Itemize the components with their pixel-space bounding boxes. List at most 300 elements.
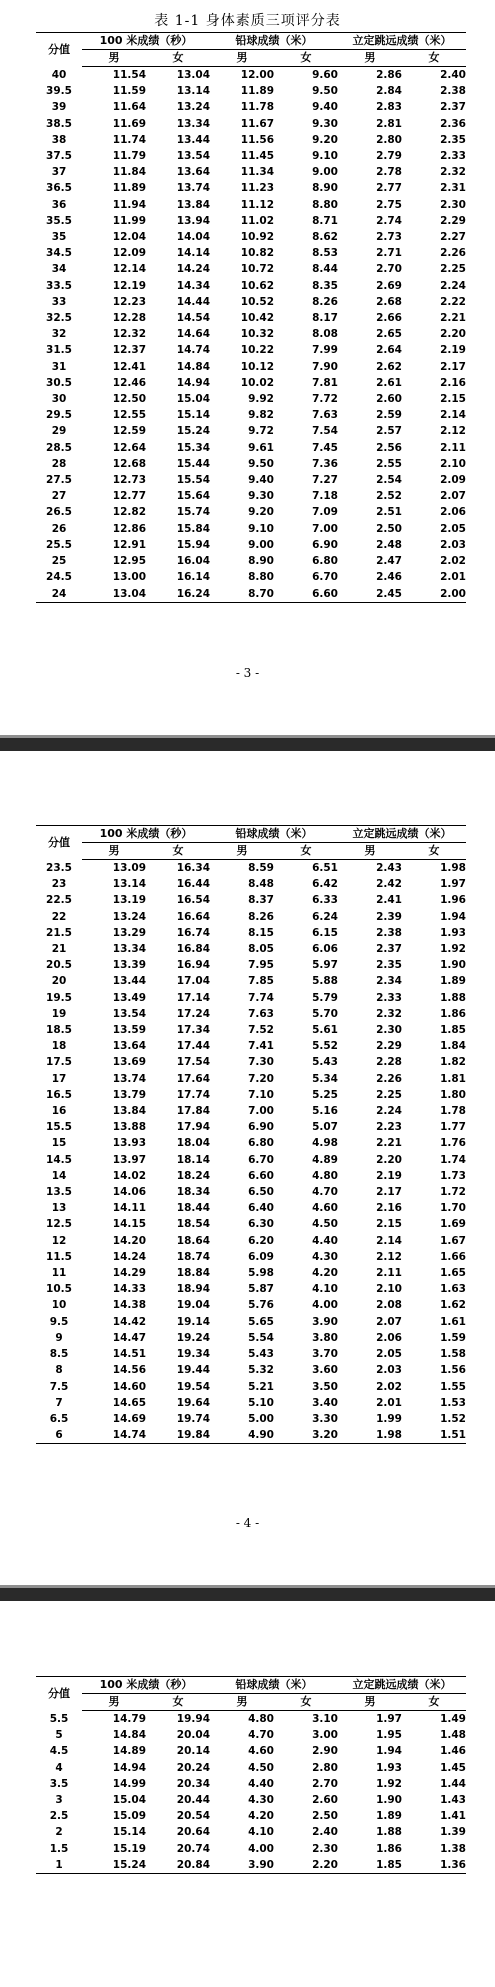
value-cell: 11.02 [240,214,274,227]
value-cell: 5.00 [248,1412,274,1425]
value-cell: 3.90 [210,1857,274,1874]
score-cell: 7 [55,1396,63,1409]
value-cell: 2.73 [376,231,402,244]
score-cell: 5 [55,1729,63,1742]
header-male: 男 [82,843,146,860]
value-cell: 2.60 [376,393,402,406]
value-cell: 8.44 [312,263,338,276]
header-standing-long-jump: 立定跳远成绩（米） [338,33,466,50]
score-cell: 10.5 [46,1283,72,1296]
value-cell: 2.39 [376,910,402,923]
value-cell: 2.12 [376,1250,402,1263]
score-cell: 3 [55,1794,63,1807]
header-100m: 100 米成绩（秒） [82,1677,210,1694]
value-cell: 1.39 [440,1826,466,1839]
value-cell: 10.42 [240,312,274,325]
value-cell: 8.17 [312,312,338,325]
value-cell: 1.94 [376,1745,402,1758]
score-cell: 18 [51,1040,67,1053]
header-female: 女 [146,1694,210,1711]
table-row [36,83,466,99]
document-page-5 [0,1601,495,1987]
table-row [36,1071,466,1087]
value-cell: 14.42 [112,1315,146,1328]
value-cell: 2.52 [376,490,402,503]
header-male: 男 [82,50,146,67]
value-cell: 13.00 [112,571,146,584]
value-cell: 14.94 [112,1761,146,1774]
value-cell: 5.43 [312,1056,338,1069]
value-cell: 15.04 [112,1794,146,1807]
score-cell: 15 [51,1137,67,1150]
value-cell: 2.31 [440,182,466,195]
value-cell: 4.20 [248,1810,274,1823]
value-cell: 11.84 [112,166,146,179]
value-cell: 7.81 [312,376,338,389]
value-cell: 8.59 [248,862,274,874]
value-cell: 4.70 [312,1186,338,1199]
value-cell: 5.87 [248,1283,274,1296]
table-row [36,1087,466,1103]
value-cell: 5.21 [248,1380,274,1393]
value-cell: 2.23 [376,1121,402,1134]
score-cell: 40 [51,68,67,81]
value-cell: 20.84 [146,1857,210,1874]
score-cell: 2.5 [49,1810,69,1823]
value-cell: 11.34 [240,166,274,179]
value-cell: 5.54 [248,1331,274,1344]
score-cell: 36 [51,198,67,211]
value-cell: 6.70 [248,1153,274,1166]
value-cell: 2.29 [440,214,466,227]
value-cell: 1.62 [440,1299,466,1312]
score-cell: 26 [51,522,67,535]
value-cell: 13.59 [112,1024,146,1037]
value-cell: 11.89 [240,85,274,98]
value-cell: 20.74 [176,1842,210,1855]
value-cell: 1.73 [440,1169,466,1182]
value-cell: 14.74 [176,344,210,357]
value-cell: 2.56 [376,441,402,454]
value-cell: 4.10 [312,1283,338,1296]
value-cell: 1.72 [440,1186,466,1199]
value-cell: 2.37 [376,943,402,956]
header-male: 男 [210,50,274,67]
value-cell: 15.54 [176,474,210,487]
value-cell: 13.93 [112,1137,146,1150]
value-cell: 8.08 [312,328,338,341]
header-score: 分值 [36,33,82,67]
value-cell: 12.95 [112,555,146,568]
value-cell: 14.24 [176,263,210,276]
value-cell: 5.43 [248,1348,274,1361]
value-cell: 13.44 [112,975,146,988]
value-cell: 13.34 [112,943,146,956]
value-cell: 14.04 [176,231,210,244]
header-female: 女 [146,843,210,860]
value-cell: 8.37 [248,894,274,907]
value-cell: 2.65 [376,328,402,341]
value-cell: 10.62 [240,279,274,292]
value-cell: 2.43 [376,862,402,874]
table-row [36,1808,466,1824]
table-row [36,1857,466,1874]
value-cell: 2.40 [312,1826,338,1839]
header-male: 男 [210,843,274,860]
value-cell: 16.24 [146,586,210,603]
value-cell: 2.55 [376,457,402,470]
value-cell: 14.29 [112,1267,146,1280]
value-cell: 12.04 [112,231,146,244]
score-cell: 14.5 [46,1153,72,1166]
value-cell: 2.11 [376,1267,402,1280]
value-cell: 2.24 [376,1105,402,1118]
table-row [36,1054,466,1070]
value-cell: 13.19 [112,894,146,907]
document-page-4 [0,751,495,1585]
table-row [36,1152,466,1168]
score-table [36,825,466,1444]
table-row [36,472,466,488]
value-cell: 14.34 [176,279,210,292]
score-cell: 10 [51,1299,67,1312]
value-cell: 5.52 [312,1040,338,1053]
value-cell: 14.02 [112,1169,146,1182]
value-cell: 2.15 [376,1218,402,1231]
table-row [36,132,466,148]
value-cell: 15.14 [176,409,210,422]
value-cell: 14.60 [112,1380,146,1393]
value-cell: 2.22 [440,295,466,308]
value-cell: 2.19 [376,1169,402,1182]
value-cell: 4.30 [312,1250,338,1263]
value-cell: 4.70 [248,1729,274,1742]
value-cell: 15.64 [176,490,210,503]
value-cell: 2.30 [440,198,466,211]
header-score: 分值 [36,1677,82,1711]
score-cell: 30 [51,393,67,406]
table-row [36,909,466,925]
score-cell: 35 [51,231,67,244]
value-cell: 2.80 [376,133,402,146]
value-cell: 2.11 [440,441,466,454]
value-cell: 14.24 [112,1250,146,1263]
value-cell: 7.30 [248,1056,274,1069]
score-cell: 25.5 [46,538,72,551]
value-cell: 12.32 [112,328,146,341]
value-cell: 2.90 [312,1745,338,1758]
value-cell: 2.71 [376,247,402,260]
score-cell: 13 [51,1202,67,1215]
value-cell: 9.40 [248,474,274,487]
value-cell: 3.40 [312,1396,338,1409]
value-cell: 1.38 [440,1842,466,1855]
value-cell: 12.37 [112,344,146,357]
value-cell: 6.70 [312,571,338,584]
value-cell: 7.45 [312,441,338,454]
value-cell: 14.94 [176,376,210,389]
table-row [36,245,466,261]
score-cell: 6.5 [49,1412,69,1425]
value-cell: 20.14 [176,1745,210,1758]
header-standing-long-jump: 立定跳远成绩（米） [338,1677,466,1694]
table-row [36,488,466,504]
value-cell: 1.85 [338,1857,402,1874]
value-cell: 8.80 [248,571,274,584]
header-shot-put: 铅球成绩（米） [210,33,338,50]
value-cell: 17.44 [176,1040,210,1053]
table-row [36,1216,466,1232]
score-cell: 33 [51,295,67,308]
value-cell: 13.14 [176,85,210,98]
value-cell: 2.26 [440,247,466,260]
value-cell: 12.77 [112,490,146,503]
value-cell: 2.79 [376,150,402,163]
value-cell: 16.34 [176,862,210,874]
table-row [36,925,466,941]
value-cell: 19.94 [176,1713,210,1725]
value-cell: 2.54 [376,474,402,487]
value-cell: 2.12 [440,425,466,438]
value-cell: 2.40 [440,69,466,81]
value-cell: 7.52 [248,1024,274,1037]
value-cell: 6.40 [248,1202,274,1215]
value-cell: 6.60 [274,586,338,603]
value-cell: 5.10 [248,1396,274,1409]
value-cell: 8.26 [312,295,338,308]
value-cell: 2.38 [376,926,402,939]
value-cell: 12.19 [112,279,146,292]
table-row [36,440,466,456]
value-cell: 7.00 [248,1105,274,1118]
header-score: 分值 [36,826,82,860]
value-cell: 9.00 [312,166,338,179]
value-cell: 19.24 [176,1331,210,1344]
table-row [36,553,466,569]
value-cell: 2.02 [376,1380,402,1393]
value-cell: 6.24 [312,910,338,923]
score-cell: 13.5 [46,1186,72,1199]
value-cell: 2.70 [312,1777,338,1790]
value-cell: 3.50 [312,1380,338,1393]
table-row [36,892,466,908]
value-cell: 4.98 [312,1137,338,1150]
value-cell: 9.00 [248,538,274,551]
value-cell: 7.90 [312,360,338,373]
value-cell: 8.26 [248,910,274,923]
table-row [36,957,466,973]
table-row [36,1379,466,1395]
value-cell: 11.78 [240,101,274,114]
value-cell: 14.64 [176,328,210,341]
table-row [36,278,466,294]
value-cell: 2.46 [376,571,402,584]
value-cell: 11.69 [112,117,146,130]
value-cell: 1.89 [440,975,466,988]
value-cell: 8.90 [312,182,338,195]
value-cell: 1.70 [440,1202,466,1215]
value-cell: 16.84 [176,943,210,956]
value-cell: 14.79 [112,1713,146,1725]
value-cell: 10.02 [240,376,274,389]
score-cell: 12.5 [46,1218,72,1231]
value-cell: 6.50 [248,1186,274,1199]
value-cell: 1.58 [440,1348,466,1361]
value-cell: 2.74 [376,214,402,227]
value-cell: 14.99 [112,1777,146,1790]
value-cell: 2.32 [376,1007,402,1020]
value-cell: 13.04 [82,586,146,603]
value-cell: 2.60 [312,1794,338,1807]
value-cell: 1.76 [440,1137,466,1150]
value-cell: 7.18 [312,490,338,503]
table-row [36,391,466,407]
value-cell: 13.84 [176,198,210,211]
value-cell: 2.64 [376,344,402,357]
value-cell: 3.10 [312,1713,338,1725]
page-divider [0,735,495,751]
value-cell: 2.80 [312,1761,338,1774]
value-cell: 2.03 [440,538,466,551]
score-cell: 21.5 [46,926,72,939]
value-cell: 19.64 [176,1396,210,1409]
value-cell: 7.36 [312,457,338,470]
value-cell: 4.00 [248,1842,274,1855]
value-cell: 2.51 [376,506,402,519]
value-cell: 7.95 [248,959,274,972]
value-cell: 2.48 [376,538,402,551]
score-cell: 7.5 [49,1380,69,1393]
value-cell: 19.54 [176,1380,210,1393]
score-cell: 5.5 [49,1712,69,1725]
value-cell: 12.68 [112,457,146,470]
value-cell: 4.80 [248,1713,274,1725]
value-cell: 1.82 [440,1056,466,1069]
score-cell: 30.5 [46,376,72,389]
table-row [36,1233,466,1249]
value-cell: 12.23 [112,295,146,308]
value-cell: 1.77 [440,1121,466,1134]
score-cell: 34 [51,263,67,276]
value-cell: 15.94 [176,538,210,551]
value-cell: 2.66 [376,312,402,325]
table-row [36,261,466,277]
value-cell: 5.07 [312,1121,338,1134]
value-cell: 1.97 [440,878,466,891]
score-cell: 38.5 [46,117,72,130]
value-cell: 1.86 [376,1842,402,1855]
value-cell: 2.41 [376,894,402,907]
value-cell: 2.06 [376,1331,402,1344]
header-shot-put: 铅球成绩（米） [210,1677,338,1694]
table-row [36,164,466,180]
value-cell: 5.16 [312,1105,338,1118]
score-cell: 24 [36,586,82,603]
table-row [36,1362,466,1378]
table-row [36,456,466,472]
value-cell: 13.14 [112,878,146,891]
value-cell: 10.52 [240,295,274,308]
value-cell: 2.00 [402,586,466,603]
table-caption: 表 1-1 身体素质三项评分表 [154,13,341,29]
value-cell: 19.44 [176,1364,210,1377]
score-cell: 22.5 [46,894,72,907]
table-row [36,1330,466,1346]
value-cell: 2.14 [440,409,466,422]
value-cell: 16.54 [176,894,210,907]
value-cell: 15.04 [176,393,210,406]
score-cell: 9 [55,1331,63,1344]
table-row [36,876,466,892]
value-cell: 2.83 [376,101,402,114]
value-cell: 1.48 [440,1729,466,1742]
value-cell: 7.85 [248,975,274,988]
table-row [36,1743,466,1759]
value-cell: 9.10 [312,150,338,163]
value-cell: 12.82 [112,506,146,519]
value-cell: 20.54 [176,1810,210,1823]
value-cell: 6.33 [312,894,338,907]
value-cell: 2.35 [440,133,466,146]
value-cell: 1.44 [440,1777,466,1790]
score-cell: 36.5 [46,182,72,195]
value-cell: 13.54 [176,150,210,163]
table-row [36,1281,466,1297]
value-cell: 20.44 [176,1794,210,1807]
value-cell: 1.88 [440,991,466,1004]
value-cell: 11.64 [112,101,146,114]
value-cell: 5.32 [248,1364,274,1377]
value-cell: 1.41 [440,1810,466,1823]
value-cell: 17.64 [176,1072,210,1085]
table-row [36,326,466,342]
score-cell: 4.5 [49,1745,69,1758]
value-cell: 15.34 [176,441,210,454]
value-cell: 1.69 [440,1218,466,1231]
value-cell: 14.56 [112,1364,146,1377]
value-cell: 2.45 [338,586,402,603]
value-cell: 4.20 [312,1267,338,1280]
table-row [36,359,466,375]
value-cell: 14.11 [112,1202,146,1215]
value-cell: 2.02 [440,555,466,568]
table-row [36,1760,466,1776]
table-row [36,973,466,989]
value-cell: 13.09 [112,862,146,874]
value-cell: 2.78 [376,166,402,179]
value-cell: 15.19 [112,1842,146,1855]
value-cell: 14.47 [112,1331,146,1344]
value-cell: 2.03 [376,1364,402,1377]
value-cell: 14.20 [112,1234,146,1247]
value-cell: 4.40 [312,1234,338,1247]
table-row [36,1411,466,1427]
header-female: 女 [402,50,466,67]
table-row [36,1297,466,1313]
score-cell: 1.5 [49,1842,69,1855]
value-cell: 12.28 [112,312,146,325]
value-cell: 8.53 [312,247,338,260]
table-row [36,1314,466,1330]
value-cell: 13.34 [176,117,210,130]
value-cell: 1.52 [440,1412,466,1425]
table-row [36,1200,466,1216]
value-cell: 6.42 [312,878,338,891]
value-cell: 4.80 [312,1169,338,1182]
value-cell: 15.74 [176,506,210,519]
value-cell: 12.86 [112,522,146,535]
value-cell: 9.50 [248,457,274,470]
